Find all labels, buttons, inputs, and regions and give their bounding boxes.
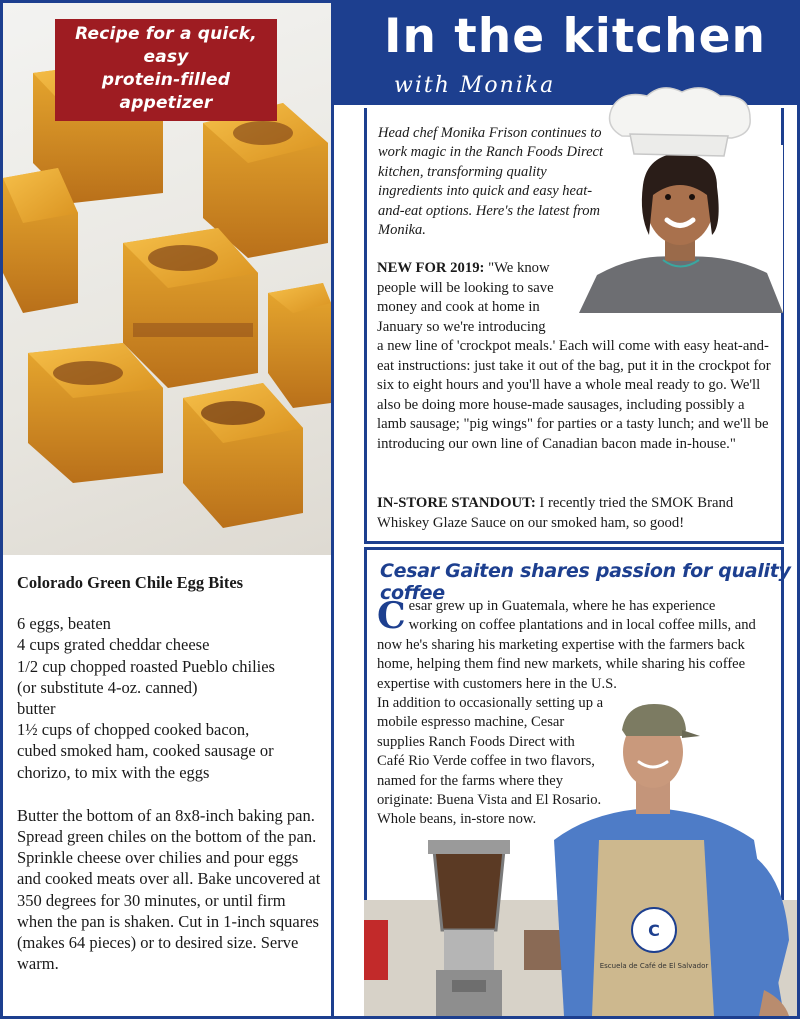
news-label: NEW FOR 2019: [377, 260, 485, 276]
ingredient-line: 1½ cups of chopped cooked bacon, [17, 720, 250, 740]
recipe-text [17, 572, 322, 974]
ingredient-line: chorizo, to mix with the eggs [17, 762, 210, 782]
ingredient-line: cubed smoked ham, cooked sausage or [17, 741, 274, 761]
coffee-text-wide: esar grew up in Guatemala, where he has experience working on coffee plantations and in local coffee mills, and now he's sharing his marketing expertise with the farmers back home, helping them find new markets, while sharing his coffee expertise with customers here in the U.S. [377, 598, 756, 692]
egg-bites-photo [3, 3, 331, 555]
apron-text: Escuela de Café de El Salvador [599, 962, 709, 970]
egg-bite-cube [3, 168, 78, 313]
kitchen-intro: Head chef Monika Frison continues to work magic in the Ranch Foods Direct kitchen, transforming quality ingredients into quick and easy heat-and-eat options. Here's the latest from Monika. [378, 125, 603, 239]
coffee-text-narrow: In addition to occasionally setting up a mobile espresso machine, Cesar supplies Ranch Foods Direct with Café Rio Verde coffee in two flavors, named for the farms where they originate: Buena Vista and El Rosario. Whole beans, in-store now. [377, 695, 604, 828]
recipe-title: Colorado Green Chile Egg Bites [17, 573, 244, 592]
standout-label: IN-STORE STANDOUT: [377, 495, 536, 511]
egg-bite-cube [268, 283, 331, 408]
egg-bite-cube [183, 383, 303, 528]
recipe-instructions: Butter the bottom of an 8x8-inch baking pan. Spread green chiles on the bottom of the pan. Sprinkle cheese over chilies and pour eggs and cooked meats over all. Bake uncovered at 350 degrees for 30 minutes, or until firm when the pan is shaken. Cut in 1-inch squares (makes 64 pieces) or to desired size. Serve warm. [17, 805, 321, 974]
header-subtitle: with Monika [394, 73, 556, 98]
ingredient-line: 4 cups grated cheddar cheese [17, 635, 210, 655]
cesar-gaiten-photo [364, 700, 797, 1016]
news-2019 [377, 259, 772, 454]
ingredient-line: 1/2 cup chopped roasted Pueblo chilies [17, 656, 275, 676]
standout-text: I recently tried the SMOK Brand Whiskey Glaze Sauce on our smoked ham, so good! [377, 495, 734, 531]
column-divider [331, 0, 334, 1019]
chef-hat-icon [602, 86, 754, 158]
ingredient-list [17, 613, 322, 783]
apron-logo-letter: C [648, 921, 660, 940]
recipe-badge-line1: Recipe for a quick, easy [75, 24, 257, 67]
news-body-text: a new line of 'crockpot meals.' Each will come with easy heat-and-eat instructions: just take it out of the bag, put it in the crockpot for six to eight hours and you'll have a whole meal ready to go. We'll also be doing more house-made sausages, including possibly a lamb sausage; "pig wings" for parties or a tasty lunch; and we'll be introducing our own line of Canadian bacon made in-house." [377, 338, 771, 452]
news-narrow-block [377, 259, 573, 337]
ingredient-line: butter [17, 699, 56, 719]
dropcap-letter: C [377, 595, 406, 637]
recipe-badge-line2: protein-filled appetizer [101, 70, 231, 113]
ingredient-line: (or substitute 4-oz. canned) [17, 677, 198, 697]
egg-bite-cube [28, 343, 163, 483]
coffee-headline: Cesar Gaiten shares passion for quality coffee [380, 560, 791, 604]
recipe-badge [55, 19, 277, 121]
in-store-standout [377, 494, 777, 533]
ingredient-line: 6 eggs, beaten [17, 614, 111, 634]
header-title: In the kitchen [384, 9, 766, 64]
egg-bite-cube [123, 228, 258, 388]
news-intro-text: "We know people will be looking to save money and cook at home in January so we're introducing [377, 260, 554, 335]
